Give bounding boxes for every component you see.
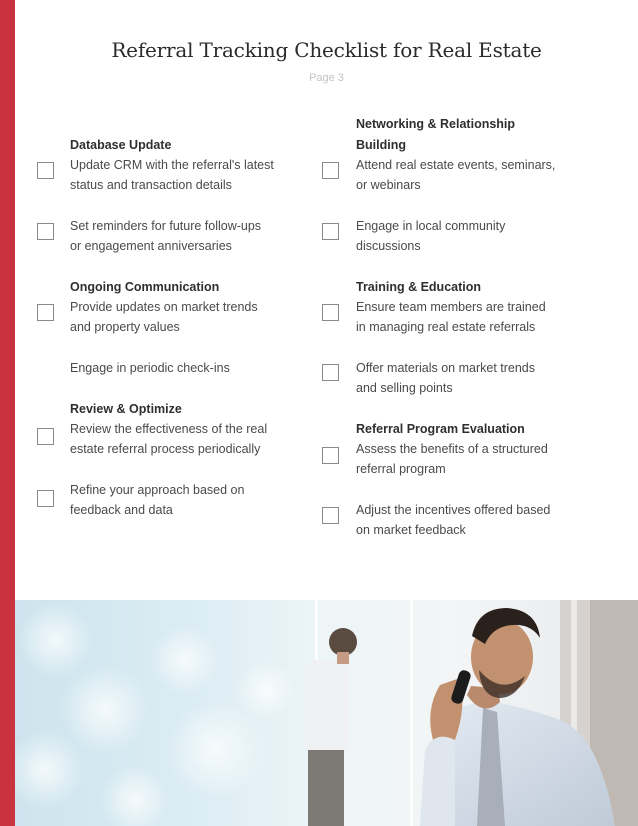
checkbox-community-discussions[interactable]	[322, 223, 339, 240]
checkbox-set-reminders[interactable]	[37, 223, 54, 240]
item-text: referral program	[356, 462, 446, 476]
item-text: Assess the benefits of a structured	[356, 442, 548, 456]
item-text: Review the effectiveness of the real	[70, 422, 268, 436]
item-text: Update CRM with the referral's latest	[70, 158, 274, 172]
section-heading-networking: Networking & Relationship	[356, 117, 516, 131]
checkbox-attend-events[interactable]	[322, 162, 339, 179]
section-heading-networking-cont: Building	[356, 138, 406, 152]
item-text: estate referral process periodically	[70, 442, 261, 456]
item-text: on market feedback	[356, 523, 466, 537]
item-text: Engage in periodic check-ins	[70, 361, 230, 375]
item-text: Ensure team members are trained	[356, 300, 546, 314]
item-text: Offer materials on market trends	[356, 361, 536, 375]
businessman-phone-photo	[15, 600, 638, 826]
checkbox-assess-benefits[interactable]	[322, 447, 339, 464]
checkbox-provide-updates[interactable]	[37, 304, 54, 321]
item-text: and property values	[70, 320, 180, 334]
page-number: Page 3	[309, 72, 344, 84]
accent-side-bar	[0, 0, 15, 826]
item-text: Attend real estate events, seminars,	[356, 158, 556, 172]
section-heading-database-update: Database Update	[70, 138, 172, 152]
item-text: status and transaction details	[70, 178, 232, 192]
item-text: in managing real estate referrals	[356, 320, 536, 334]
photo-illustration	[15, 600, 638, 826]
checkbox-adjust-incentives[interactable]	[322, 507, 339, 524]
item-text: Engage in local community	[356, 219, 506, 233]
checkbox-update-crm[interactable]	[37, 162, 54, 179]
item-text: Refine your approach based on	[70, 483, 245, 497]
item-text: and selling points	[356, 381, 453, 395]
item-text: Adjust the incentives offered based	[356, 503, 551, 517]
checkbox-team-training[interactable]	[322, 304, 339, 321]
section-heading-review-optimize: Review & Optimize	[70, 402, 182, 416]
section-heading-program-evaluation: Referral Program Evaluation	[356, 422, 525, 436]
section-heading-training-education: Training & Education	[356, 280, 482, 294]
item-text: Provide updates on market trends	[70, 300, 258, 314]
item-text: or engagement anniversaries	[70, 239, 232, 253]
checkbox-review-effectiveness[interactable]	[37, 428, 54, 445]
item-text: Set reminders for future follow-ups	[70, 219, 262, 233]
item-text: feedback and data	[70, 503, 173, 517]
page-title: Referral Tracking Checklist for Real Estate	[111, 38, 542, 62]
item-text: or webinars	[356, 178, 421, 192]
checkbox-refine-approach[interactable]	[37, 490, 54, 507]
checkbox-offer-materials[interactable]	[322, 364, 339, 381]
item-text: discussions	[356, 239, 421, 253]
section-heading-ongoing-communication: Ongoing Communication	[70, 280, 220, 294]
